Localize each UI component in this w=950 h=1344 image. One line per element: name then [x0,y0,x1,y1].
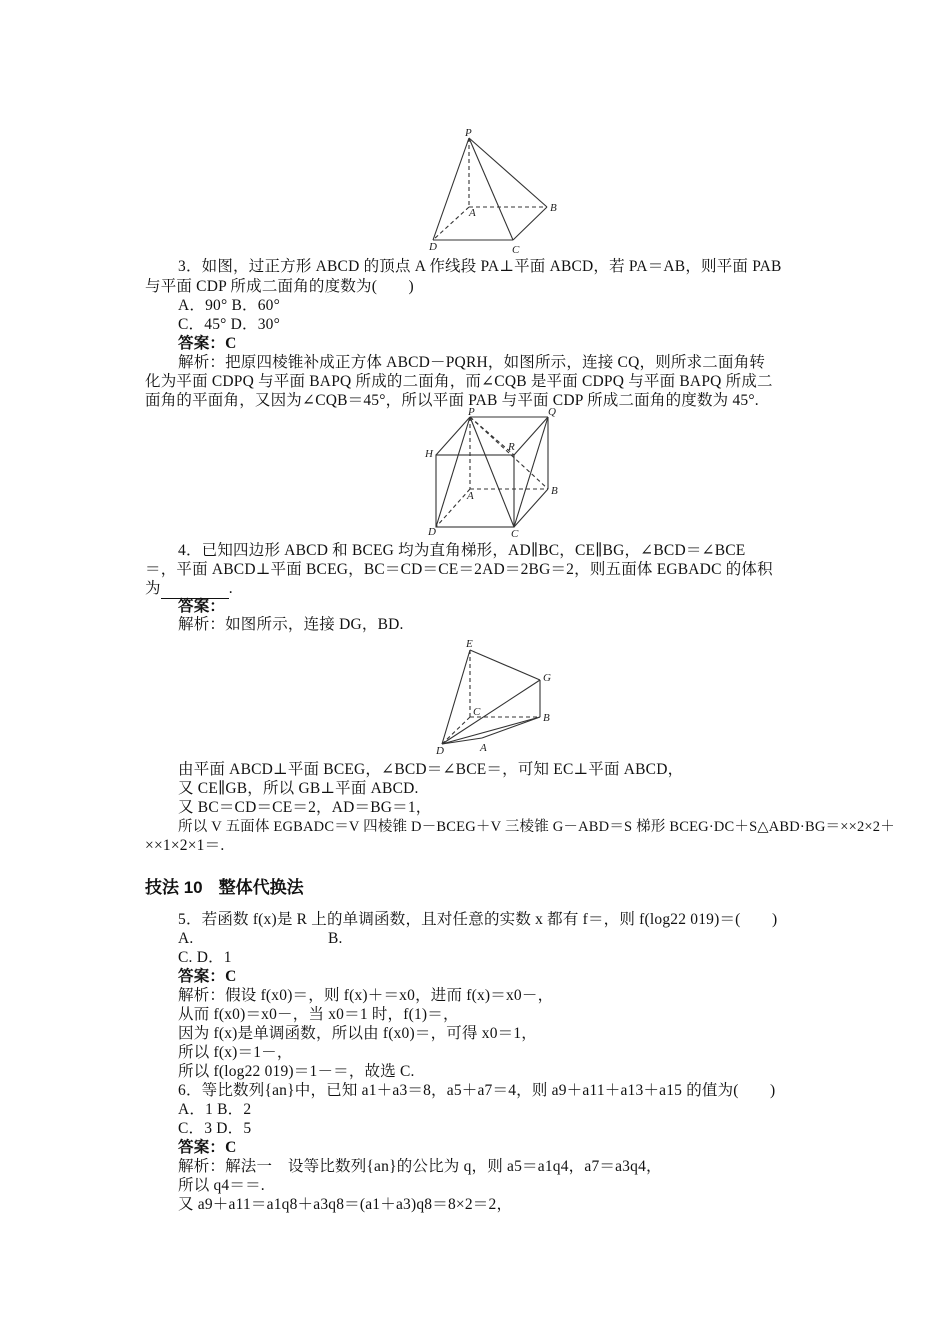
label-b: B [543,712,550,724]
q5-options-2: C. D．1 [178,949,232,966]
q4-analysis-3: 又 CE∥GB，所以 GB⊥平面 ABCD. [178,780,419,797]
label-d: D [436,745,444,757]
q6-analysis-3: 又 a9＋a11＝a1q8＋a3q8＝(a1＋a3)q8＝8×2＝2， [178,1196,513,1213]
q5-analysis-2: 从而 f(x0)＝x0－，当 x0＝1 时，f(1)＝， [178,1006,459,1023]
q6-options-1: A．1 B．2 [178,1101,252,1118]
q3-line-2: 与平面 CDP 所成二面角的度数为( ) [145,278,414,295]
q4-analysis-2: 由平面 ABCD⊥平面 BCEG，∠BCD＝∠BCE＝，可知 EC⊥平面 ABCD， [178,761,684,778]
label-r: R [508,441,515,453]
q3-analysis-2: 化为平面 CDPQ 与平面 BAPQ 所成的二面角，而∠CQB 是平面 CDPQ 与平面 BAPQ 所成二 [145,373,773,390]
q5-option-b: B. [328,930,343,947]
q6-answer: 答案：C [178,1139,237,1156]
q5-analysis-4: 所以 f(x)＝1－， [178,1044,293,1061]
label-d: D [429,241,437,253]
pyramid-figure [420,125,570,255]
q6-line-1: 6．等比数列{an}中，已知 a1＋a3＝8，a5＋a7＝4，则 a9＋a11＋a13＋a15 的值为( ) [178,1082,776,1099]
cube-figure [420,405,570,540]
pentahedron-figure [430,633,560,758]
label-c: C [512,244,520,255]
q3-answer: 答案：C [178,335,237,352]
label-d: D [428,526,436,538]
q3-line-1: 3．如图，过正方形 ABCD 的顶点 A 作线段 PA⊥平面 ABCD，若 PA＝AB，则平面 PAB [178,258,782,275]
label-h: H [425,448,433,460]
q4-line-2: ＝，平面 ABCD⊥平面 BCEG，BC＝CD＝CE＝2AD＝2BG＝2，则五面体 EGBADC 的体积 [145,561,773,578]
label-c: C [511,528,519,540]
q4-analysis-6: ××1×2×1＝. [145,837,225,854]
q6-analysis-2: 所以 q4＝＝. [178,1177,265,1194]
q4-line-1: 4．已知四边形 ABCD 和 BCEG 均为直角梯形，AD∥BC，CE∥BG，∠BCD＝∠BCE [178,542,746,559]
q5-answer: 答案：C [178,968,237,985]
label-a: A [469,207,476,219]
q5-analysis-5: 所以 f(log22 019)＝1－＝，故选 C. [178,1063,415,1080]
label-p: P [468,406,475,418]
label-b: B [550,202,557,214]
q5-analysis-3: 因为 f(x)是单调函数，所以由 f(x0)＝，可得 x0＝1， [178,1025,537,1042]
heading-number: 技法 10 [145,878,203,897]
q6-options-2: C．3 D．5 [178,1120,252,1137]
q5-option-a: A. [178,930,194,947]
q4-line-3: 为 . [145,580,233,597]
heading-title: 整体代换法 [218,878,304,897]
label-b: B [551,485,558,497]
label-q: Q [548,406,556,418]
label-p: P [465,127,472,139]
label-g: G [543,672,551,684]
q4-analysis-1: 解析：如图所示，连接 DG，BD. [178,616,404,633]
section-heading [145,873,320,898]
label-a: A [480,742,487,754]
q3-analysis-1: 解析：把原四棱锥补成正方体 ABCD－PQRH，如图所示，连接 CQ，则所求二面角转 [178,354,766,371]
label-a: A [467,490,474,502]
q5-line-1: 5．若函数 f(x)是 R 上的单调函数，且对任意的实数 x 都有 f＝，则 f(log22 019)＝( ) [178,911,778,928]
q6-analysis-1: 解析：解法一 设等比数列{an}的公比为 q，则 a5＝a1q4，a7＝a3q4， [178,1158,662,1175]
label-c: C [473,706,481,718]
q3-options-2: C．45° D．30° [178,316,281,333]
q3-options-1: A．90° B．60° [178,297,281,314]
q3-analysis-3: 面角的平面角，又因为∠CQB＝45°，所以平面 PAB 与平面 CDP 所成二面角的度数为 45°. [145,392,759,409]
q4-answer: 答案： [178,598,226,615]
q4-analysis-5: 所以 V 五面体 EGBADC＝V 四棱锥 D－BCEG＋V 三棱锥 G－ABD＝S 梯形 BCEG·DC＋S△ABD·BG＝××2×2＋ [178,819,895,835]
q5-analysis-1: 解析：假设 f(x0)＝，则 f(x)＋＝x0，进而 f(x)＝x0－， [178,987,554,1004]
label-e: E [466,638,473,650]
q4-analysis-4: 又 BC＝CD＝CE＝2，AD＝BG＝1， [178,799,432,816]
